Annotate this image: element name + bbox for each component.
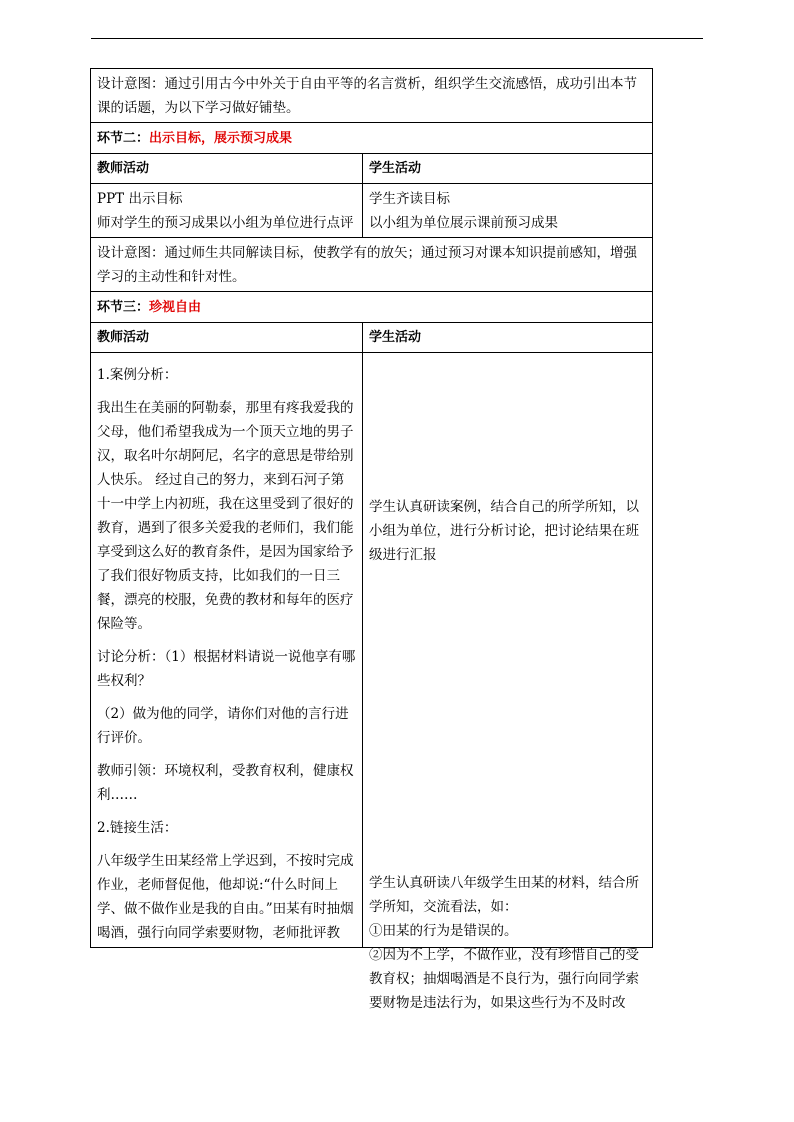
section2-title: 出示目标，展示预习成果 [149, 131, 293, 146]
table2-teacher-cell [91, 184, 363, 238]
section3-title: 珍视自由 [149, 300, 202, 315]
table3-content-row [91, 353, 653, 948]
table2-student-line: 以小组为单位展示课前预习成果 [369, 215, 558, 231]
table3-header-row [91, 323, 653, 353]
table2-student-cell [363, 184, 653, 238]
table3-student-cell [363, 353, 653, 1011]
student-block-2 [369, 871, 646, 1015]
student-line: 学生认真研读八年级学生田某的材料，结合所学所知，交流看法，如： [369, 875, 639, 915]
table2-teacher-header: 教师活动 [91, 154, 363, 184]
header-rule [91, 38, 703, 39]
design-intent-1: 设计意图：通过引用古今中外关于自由平等的名言赏析，组织学生交流感悟，成功引出本节课的话题，为以下学习做好铺垫。 [91, 69, 653, 123]
teacher-paragraph: 教师引领：环境权利，受教育权利，健康权利…… [97, 763, 354, 803]
student-line: ①田某的行为是错误的。 [369, 923, 518, 939]
student-line: ②因为不上学，不做作业，没有珍惜自己的受教育权；抽烟喝酒是不良行为，强行向同学索要财物是违法行为，如果这些行为不及时改 [369, 947, 639, 1011]
table3-student-header: 学生活动 [363, 323, 653, 353]
teacher-paragraph: 2.链接生活： [97, 820, 178, 836]
section2-row [91, 123, 653, 154]
table2-student-line: 学生齐读目标 [369, 191, 450, 207]
table2-teacher-line: 师对学生的预习成果以小组为单位进行点评 [97, 215, 354, 231]
teacher-paragraph: 1.案例分析： [97, 367, 178, 383]
table2-header-row [91, 154, 653, 184]
teacher-paragraph: （2）做为他的同学，请你们对他的言行进行评价。 [97, 706, 349, 746]
table2-teacher-line: PPT 出示目标 [97, 191, 183, 207]
teacher-paragraph: 讨论分析：（1）根据材料请说一说他享有哪些权利？ [97, 649, 356, 689]
table3-teacher-header: 教师活动 [91, 323, 363, 353]
table3-teacher-cell [91, 353, 363, 948]
table2-student-header: 学生活动 [363, 154, 653, 184]
table2-content-row [91, 184, 653, 238]
design-intent-row-2 [91, 238, 653, 292]
design-intent-2: 设计意图：通过师生共同解读目标，使教学有的放矢；通过预习对课本知识提前感知，增强学习的主动性和针对性。 [91, 238, 653, 292]
design-intent-row-1 [91, 69, 653, 123]
section3-row [91, 292, 653, 323]
student-block-1: 学生认真研读案例，结合自己的所学所知，以小组为单位，进行分析讨论，把讨论结果在班级进行汇报 [369, 499, 639, 563]
lesson-plan-table [90, 68, 653, 1011]
section3-prefix: 环节三： [97, 300, 150, 315]
teacher-paragraph: 我出生在美丽的阿勒泰，那里有疼我爱我的父母，他们希望我成为一个顶天立地的男子汉，取名叶尔胡阿尼，名字的意思是带给别人快乐。 经过自己的努力，来到石河子第十一中学上内初班，我在这里受到了很好的教育，遇到了很多关爱我的老师们，我们能享受到这么好的教育条件，是因为国家给予了我们很好物质支持，比如我们的一日三餐，漂亮的校服，免费的教材和每年的医疗保险等。 [97, 400, 354, 632]
section2-prefix: 环节二： [97, 131, 150, 146]
teacher-paragraph: 八年级学生田某经常上学迟到，不按时完成作业，老师督促他，他却说:“什么时间上学、做不做作业是我的自由。”田某有时抽烟喝酒，强行向同学索要财物，老师批评教 [97, 853, 354, 941]
